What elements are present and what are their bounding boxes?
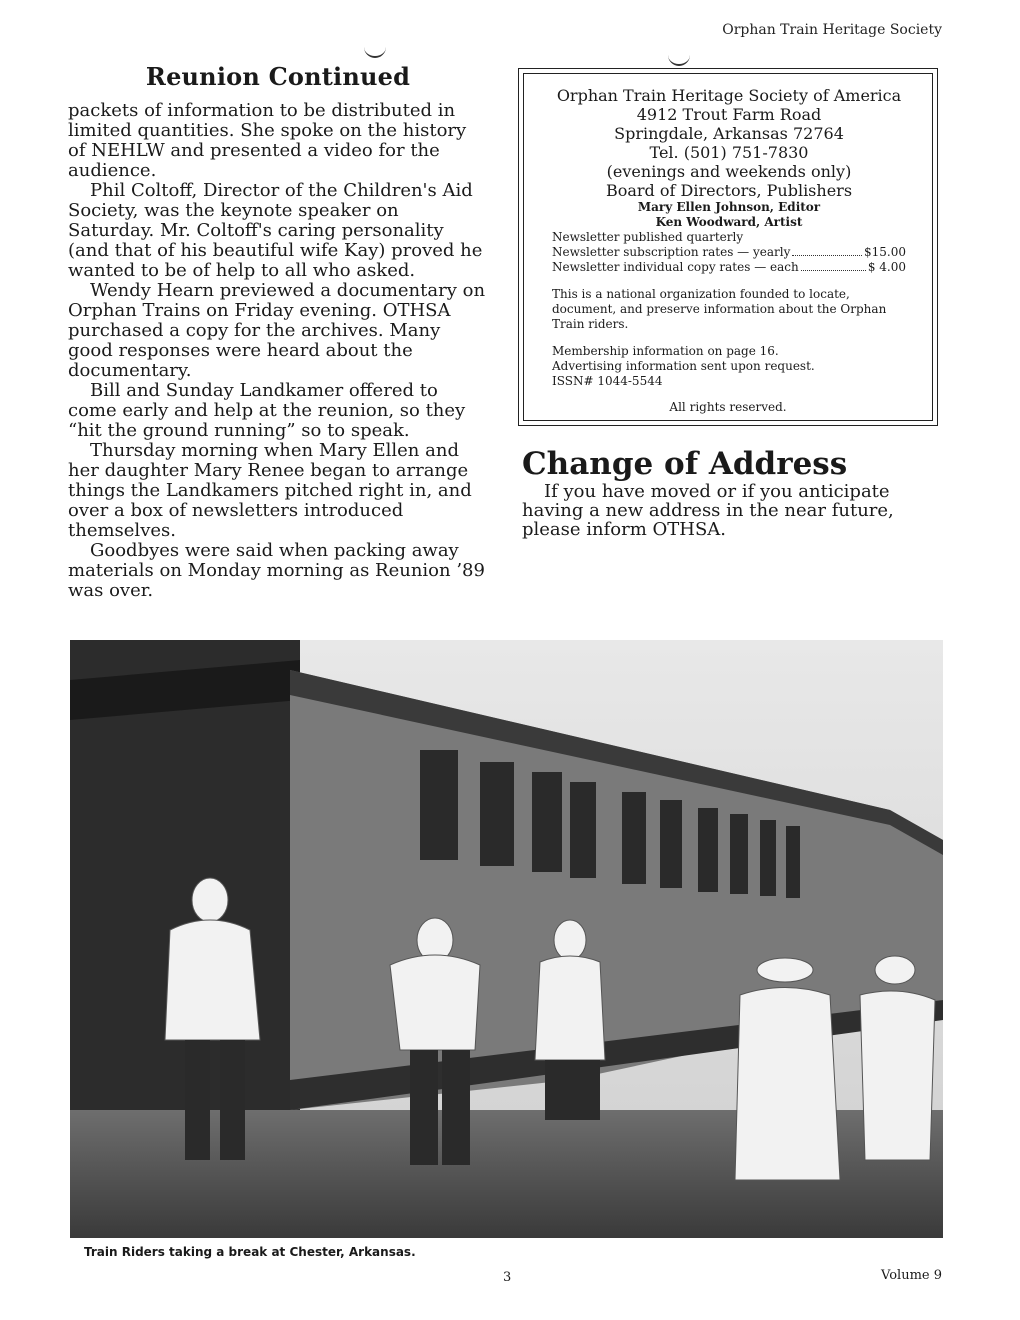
punch-hole-left (364, 44, 386, 58)
masthead-advertising: Advertising information sent upon request. (552, 359, 815, 373)
masthead-artist: Ken Woodward, Artist (655, 215, 803, 229)
masthead-box (518, 68, 938, 426)
train-riders-photo (70, 640, 943, 1238)
masthead-street: 4912 Trout Farm Road (636, 105, 822, 124)
article-paragraph: Wendy Hearn previewed a documentary on Orphan Trains on Friday evening. OTHSA purchased a copy for the archives. Many good responses were heard about the documentary. (68, 280, 486, 381)
leader-dots (792, 245, 862, 256)
masthead-issn: ISSN# 1044-5544 (552, 374, 663, 388)
masthead-hours: (evenings and weekends only) (606, 162, 852, 181)
masthead-inner-frame (523, 73, 933, 421)
article-paragraph: Bill and Sunday Landkamer offered to come early and help at the reunion, so they “hit the ground running” so to speak. (68, 380, 466, 441)
masthead-editor: Mary Ellen Johnson, Editor (637, 200, 821, 214)
leader-dots (801, 260, 866, 271)
masthead-mission: This is a national organization founded to locate, document, and preserve information about the Orphan Train riders. (552, 287, 887, 331)
masthead-board: Board of Directors, Publishers (605, 181, 853, 200)
photo-illustration (70, 640, 943, 1238)
article-paragraph: Thursday morning when Mary Ellen and her daughter Mary Renee began to arrange things the Landkamers pitched right in, and over a box of newsletters introduced themselves. (68, 440, 472, 541)
rate-label: Newsletter individual copy rates — each (552, 260, 799, 274)
rate-value: $15.00 (864, 245, 906, 259)
masthead-tel: Tel. (501) 751-7830 (649, 143, 809, 162)
masthead-org: Orphan Train Heritage Society of America (556, 86, 902, 105)
masthead-membership: Membership information on page 16. (552, 344, 779, 358)
masthead-published: Newsletter published quarterly (552, 230, 744, 244)
rate-value: $ 4.00 (867, 260, 906, 274)
volume-label: Volume 9 (881, 1268, 942, 1283)
rate-label: Newsletter subscription rates — yearly (552, 245, 791, 259)
rate-row-yearly (552, 245, 906, 260)
masthead-info (552, 344, 906, 389)
photo-caption: Train Riders taking a break at Chester, Arkansas. (84, 1245, 416, 1259)
article-reunion (68, 62, 488, 601)
article-paragraph: Phil Coltoff, Director of the Children's Aid Society, was the keynote speaker on Saturday. Mr. Coltoff's caring personality (and that of his beautiful wife Kay) proved he wanted to be of help to all who asked. (68, 180, 483, 281)
running-header: Orphan Train Heritage Society (722, 22, 942, 38)
punch-hole-right (668, 52, 690, 66)
page-number: 3 (503, 1270, 512, 1285)
masthead-city: Springdale, Arkansas 72764 (614, 124, 844, 143)
article-paragraph: packets of information to be distributed in limited quantities. She spoke on the history of NEHLW and presented a video for the audience. (68, 100, 467, 181)
masthead-rights: All rights reserved. (669, 400, 787, 414)
rate-row-copy (552, 260, 906, 275)
article-title: Reunion Continued (145, 62, 411, 91)
change-of-address-text: If you have moved or if you anticipate having a new address in the near future, please inform OTHSA. (522, 481, 894, 540)
change-of-address-title: Change of Address (522, 446, 848, 482)
article-paragraph: Goodbyes were said when packing away materials on Monday morning as Reunion ’89 was over. (68, 540, 485, 601)
